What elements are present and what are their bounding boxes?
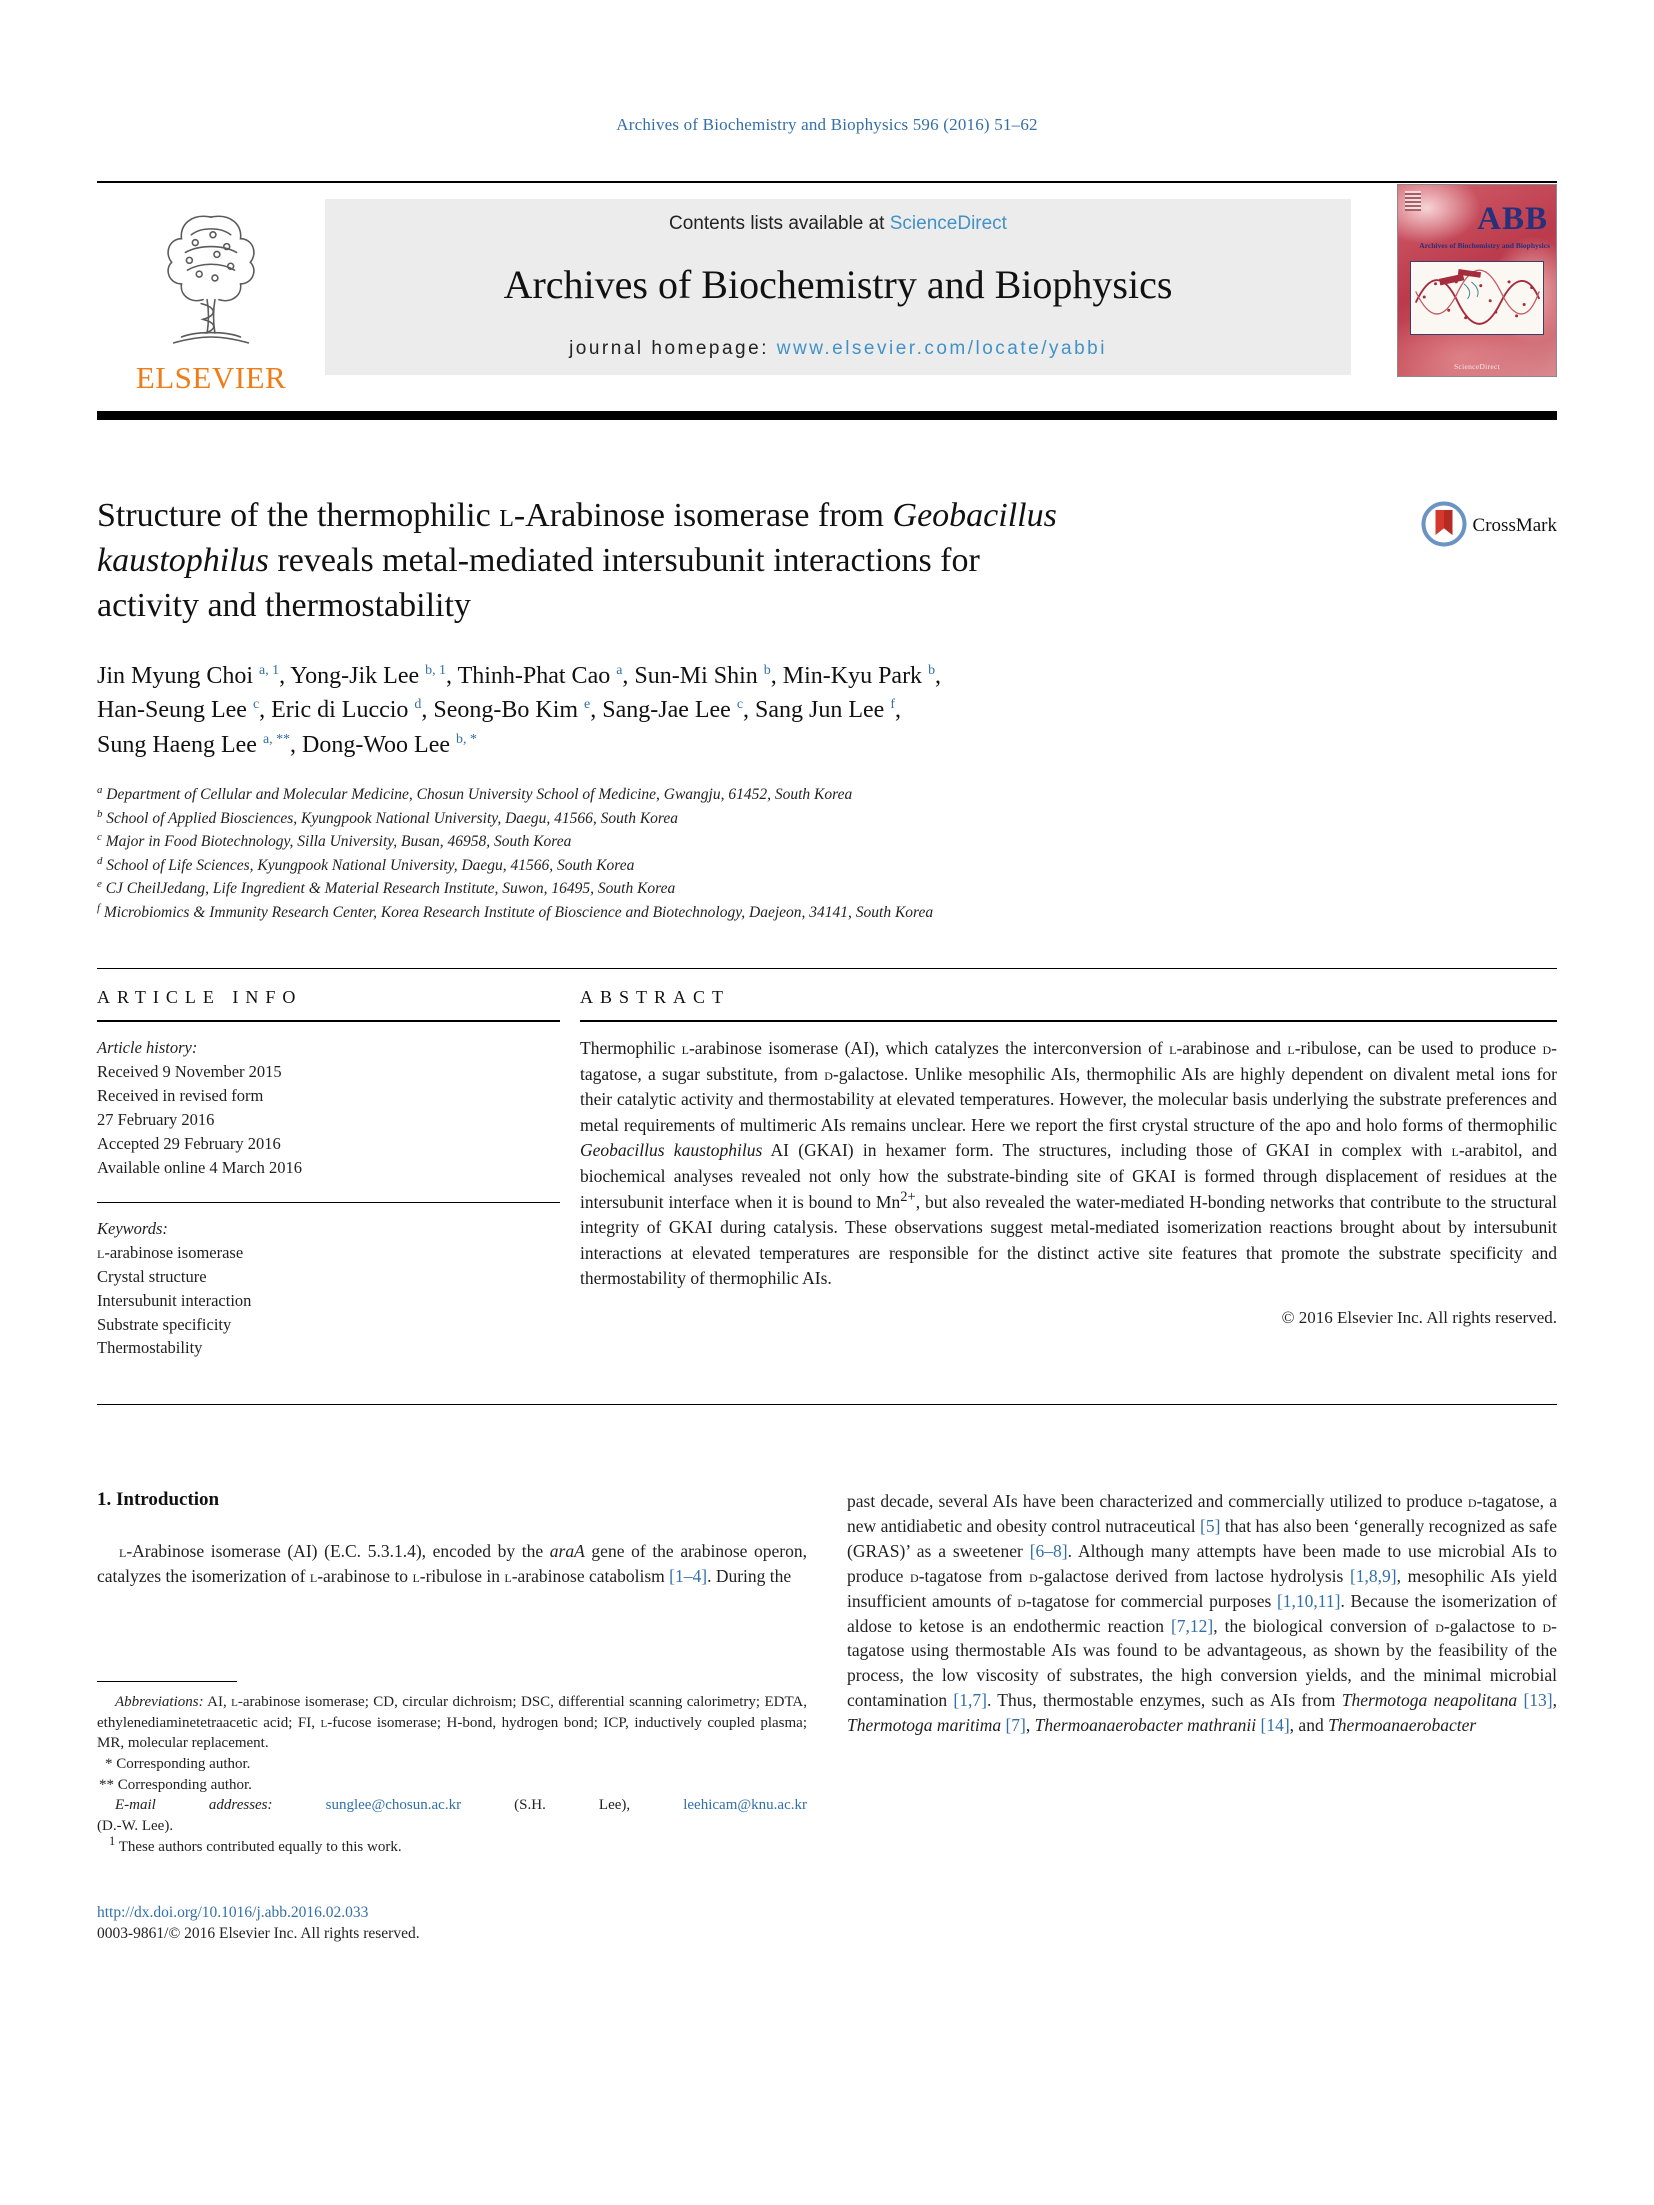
footnote-block [97,1681,807,1858]
section-rule [97,968,1557,969]
affiliation-line: $^c$ Major in Food Biotechnology, Silla University, Busan, 46958, South Korea [97,830,572,851]
cover-abb-title: ABB [1477,201,1548,237]
abstract-copyright: © 2016 Elsevier Inc. All rights reserved. [1281,1307,1557,1327]
journal-cover [1397,184,1557,377]
citation-link[interactable]: [1,10,11] [1276,1590,1341,1611]
citation-link[interactable]: [1–4] [669,1566,708,1587]
keyword-line: Crystal structure [97,1266,207,1286]
doi-link[interactable]: http://dx.doi.org/10.1016/j.abb.2016.02.033 [97,1903,369,1921]
cover-micro-text [1405,191,1421,211]
masthead-divider-bar [97,411,1557,420]
abstract-rule [580,1020,1557,1022]
affiliation-line: $^b$ School of Applied Biosciences, Kyungpook National University, Daegu, 41566, South Korea [97,807,679,827]
homepage-line [325,338,1351,360]
introduction-heading: 1. Introduction [97,1489,220,1511]
contents-line [325,213,1351,235]
keyword-line: Substrate specificity [97,1314,232,1334]
elsevier-tree-icon [152,205,270,358]
homepage-prefix: journal homepage: [569,338,769,359]
article-history-line: Available online 4 March 2016 [97,1157,302,1177]
abstract-heading: ABSTRACT [580,987,731,1008]
affiliation-line: $^e$ CJ CheilJedang, Life Ingredient & Material Research Institute, Suwon, 16495, South Korea [97,878,676,898]
cover-subtitle: Archives of Biochemistry and Biophysics [1419,241,1550,250]
author-list: Jin Myung Choi $^{a, 1}$, Yong-Jik Lee $^{b, 1}$, Thinh-Phat Cao $^a$, Sun-Mi Shin $^b$, Min-Kyu Park $^b$, Han-Seung Lee $^c$, Eric di Luccio $^d$, Seong-Bo Kim $^e$, Sang-Jae Lee $^c$, Sang Jun Lee $^f$, Sung Haeng Lee $^{a, **}$, Dong-Woo Lee $^{b, *}$ [97,662,942,759]
article-info-rule [97,1020,560,1022]
email-addresses-line-2: (D.-W. Lee). [97,1818,174,1835]
citation-link[interactable]: [7] [1005,1714,1026,1735]
issn-copyright-line: 0003-9861/© 2016 Elsevier Inc. All rights reserved. [97,1924,420,1942]
keyword-line: Intersubunit interaction [97,1290,252,1310]
article-history-label: Article history: [97,1038,198,1058]
article-history-line: 27 February 2016 [97,1110,215,1130]
masthead-box [325,199,1351,375]
homepage-url-link[interactable]: www.elsevier.com/locate/yabbi [776,338,1107,359]
title-row [97,494,1557,629]
corresponding-author-note-1: * Corresponding author. [105,1756,251,1773]
citation-link[interactable]: [6–8] [1029,1541,1068,1562]
cover-structure-art [1410,261,1544,335]
keywords-rule [97,1202,560,1203]
left-column [97,1489,807,1857]
affiliation-line: $^f$ Microbiomics & Immunity Research Center, Korea Research Institute of Bioscience and Biotechnology, Daejeon, 34141, South Korea [97,901,934,921]
crossmark-icon [1421,501,1467,552]
article-history [97,1036,560,1180]
citation-link[interactable]: [1,8,9] [1349,1565,1397,1586]
citation-link[interactable]: [1,7] [953,1690,987,1711]
article-history-lines [97,1060,560,1180]
info-abstract-section [97,985,1557,1360]
article-title: Structure of the thermophilic l-Arabinose isomerase from Geobacillus kaustophilus reveals metal-mediated intersubunit interactions for activity and thermostability [97,497,1057,624]
right-column [847,1489,1557,1857]
equal-contribution-note: $^1$ These authors contributed equally to this work. [109,1833,402,1855]
keyword-line: Thermostability [97,1338,203,1358]
affiliation-line: $^a$ Department of Cellular and Molecular Medicine, Chosun University School of Medicine, Gwangju, 61452, South Korea [97,783,853,804]
corresponding-author-note-2: ** Corresponding author. [99,1776,252,1793]
keyword-lines [97,1241,560,1361]
body-columns [97,1489,1557,1857]
abstract-bottom-rule [97,1404,1557,1405]
affiliation-list [97,783,1557,924]
article-history-line: Received 9 November 2015 [97,1062,282,1082]
top-rule [97,181,1557,183]
citation-link[interactable]: [7,12] [1170,1615,1214,1636]
email-addresses-line: E-mail addresses: sunglee@chosun.ac.kr (S.H. Lee), leehicam@knu.ac.kr [115,1797,807,1814]
contents-prefix: Contents lists available at [669,213,885,234]
citation-link[interactable]: [14] [1260,1714,1290,1735]
crossmark-badge[interactable] [1421,500,1557,552]
keywords-label: Keywords: [97,1218,168,1238]
affiliation-line: $^d$ School of Life Sciences, Kyungpook National University, Daegu, 41566, South Korea [97,854,635,874]
article-history-line: Accepted 29 February 2016 [97,1133,281,1153]
crossmark-label: CrossMark [1472,515,1557,536]
footnote-rule [97,1681,237,1682]
cover-sciencedirect-label: ScienceDirect [1454,362,1500,371]
elsevier-logo [97,199,325,396]
sciencedirect-link[interactable]: ScienceDirect [889,213,1007,234]
article-info-heading: ARTICLE INFO [97,987,303,1008]
keyword-line: l-arabinose isomerase [97,1242,244,1262]
email-link-dw-lee[interactable]: leehicam@knu.ac.kr [683,1797,807,1814]
keywords-block [97,1217,560,1361]
elsevier-wordmark: ELSEVIER [135,360,287,395]
right-column-paragraph: past decade, several AIs have been characterized and commercially utilized to produce d-tagatose, a new antidiabetic and obesity control nutraceutical [5] that has also been ‘generally recognized as safe (GRAS)’ as a sweetener [6–8]. Although many attempts have been made to use microbial AIs to produce d-tagatose from d-galactose derived from lactose hydrolysis [1,8,9], mesophilic AIs yield insufficient amounts of d-tagatose for commercial purposes [1,10,11]. Because the isomerization of aldose to ketose is an endothermic reaction [7,12], the biological conversion of d-galactose to d-tagatose using thermostable AIs was found to be advantageous, as shown by the feasibility of the process, the low viscosity of substrates, the high conversion yields, and the minimal microbial contamination [1,7]. Thus, thermostable enzymes, such as AIs from Thermotoga neapolitana [13], Thermotoga maritima [7], Thermoanaerobacter mathranii [14], and Thermoanaerobacter [847,1491,1558,1735]
abstract-text: Thermophilic l-arabinose isomerase (AI), which catalyzes the interconversion of l-arabinose and l-ribulose, can be used to produce d-tagatose, a sugar substitute, from d-galactose. Unlike mesophilic AIs, thermophilic AIs are highly dependent on divalent metal ions for their catalytic activity and thermostability at elevated temperatures. However, the molecular basis underlying the substrate preferences and metal requirements of multimeric AIs remains unclear. Here we report the first crystal structure of the apo and holo forms of thermophilic Geobacillus kaustophilus AI (GKAI) in hexamer form. The structures, including those of GKAI in complex with l-arabitol, and biochemical analyses revealed not only how the substrate-binding site of GKAI is formed through displacement of residues at the intersubunit interface when it is bound to $Mn^{2+}$, but also revealed the water-mediated H-bonding networks that contribute to the structural integrity of GKAI during catalysis. These observations suggest metal-mediated isomerization reactions brought about by intersubunit interactions at elevated temperatures are responsible for the distinct active site features that promote the substrate specificity and thermostability of thermophilic AIs. [580,1038,1558,1289]
introduction-paragraph: l-Arabinose isomerase (AI) (E.C. 5.3.1.4), encoded by the araA gene of the arabinose operon, catalyzes the isomerization of l-arabinose to l-ribulose in l-arabinose catabolism [1–4]. During the [97,1541,808,1587]
abbreviations-footnote: Abbreviations: AI, l-arabinose isomerase; CD, circular dichroism; DSC, differential scanning calorimetry; EDTA, ethylenediaminetetraacetic acid; FI, l-fucose isomerase; H-bond, hydrogen bond; ICP, inductively coupled plasma; MR, molecular replacement. [97,1694,808,1752]
journal-reference: Archives of Biochemistry and Biophysics 596 (2016) 51–62 [616,115,1038,134]
article-history-line: Received in revised form [97,1086,264,1106]
citation-link[interactable]: [13] [1523,1690,1553,1711]
citation-link[interactable]: [5] [1200,1516,1221,1537]
page-footer [97,1904,1557,1943]
email-link-sh-lee[interactable]: sunglee@chosun.ac.kr [325,1797,462,1814]
masthead-journal-title: Archives of Biochemistry and Biophysics [503,262,1173,307]
abstract-column [580,985,1557,1360]
article-info-column [97,985,560,1360]
masthead [97,199,1557,396]
